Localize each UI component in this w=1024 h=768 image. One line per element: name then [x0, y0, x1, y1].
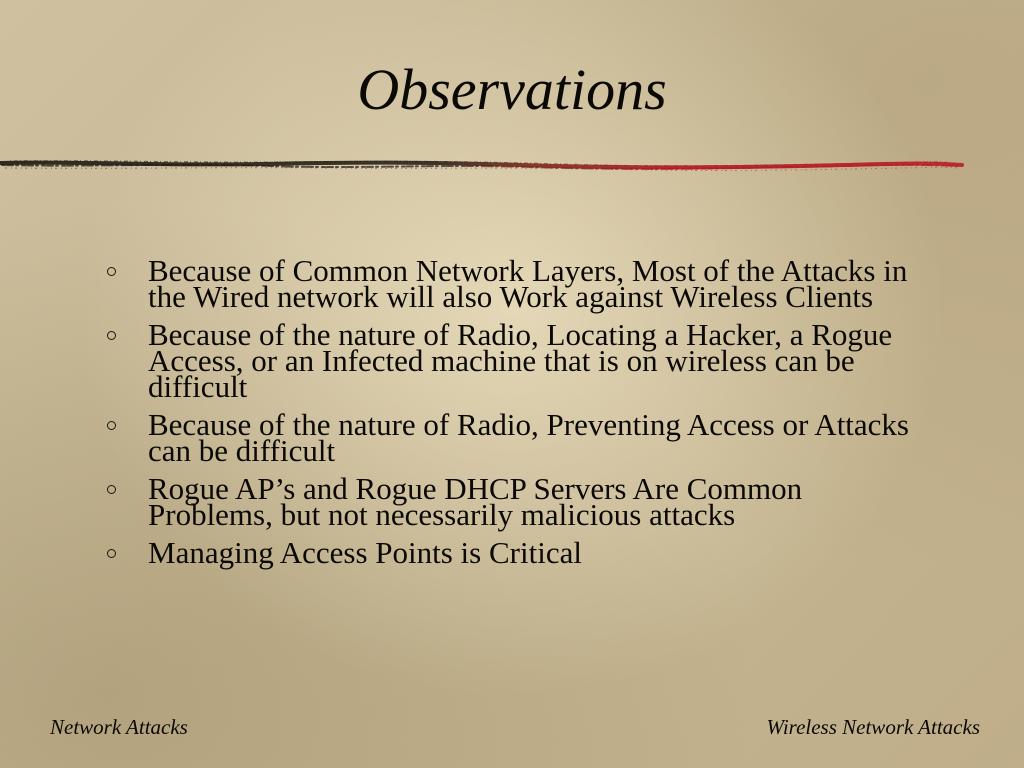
footer-left-label: Network Attacks [50, 715, 188, 739]
bullet-item [100, 471, 920, 532]
bullet-text: Rogue AP’s and Rogue DHCP Servers Are Common Problems, but not necessarily malicious attacks [148, 471, 803, 532]
bullet-item [100, 407, 920, 468]
slide-title: Observations [357, 57, 667, 122]
bullet-circle-icon [107, 549, 116, 558]
bullet-item [100, 317, 920, 404]
title-divider-rule [0, 150, 1024, 190]
bullet-circle-icon [107, 267, 116, 276]
bullet-list [100, 253, 920, 578]
bullet-circle-icon [107, 331, 116, 340]
bullet-circle-icon [107, 485, 116, 494]
bullet-text: Because of the nature of Radio, Preventing Access or Attacks can be difficult [148, 407, 909, 468]
bullet-text: Because of the nature of Radio, Locating a Hacker, a Rogue Access, or an Infected machine that is on wireless can be difficult [148, 317, 893, 404]
bullet-item [100, 253, 920, 314]
bullet-item [100, 535, 920, 570]
footer-right-label: Wireless Network Attacks [766, 715, 980, 739]
bullet-text: Because of Common Network Layers, Most of the Attacks in the Wired network will also Work against Wireless Clients [148, 253, 908, 314]
bullet-circle-icon [107, 421, 116, 430]
bullet-text: Managing Access Points is Critical [148, 535, 582, 570]
